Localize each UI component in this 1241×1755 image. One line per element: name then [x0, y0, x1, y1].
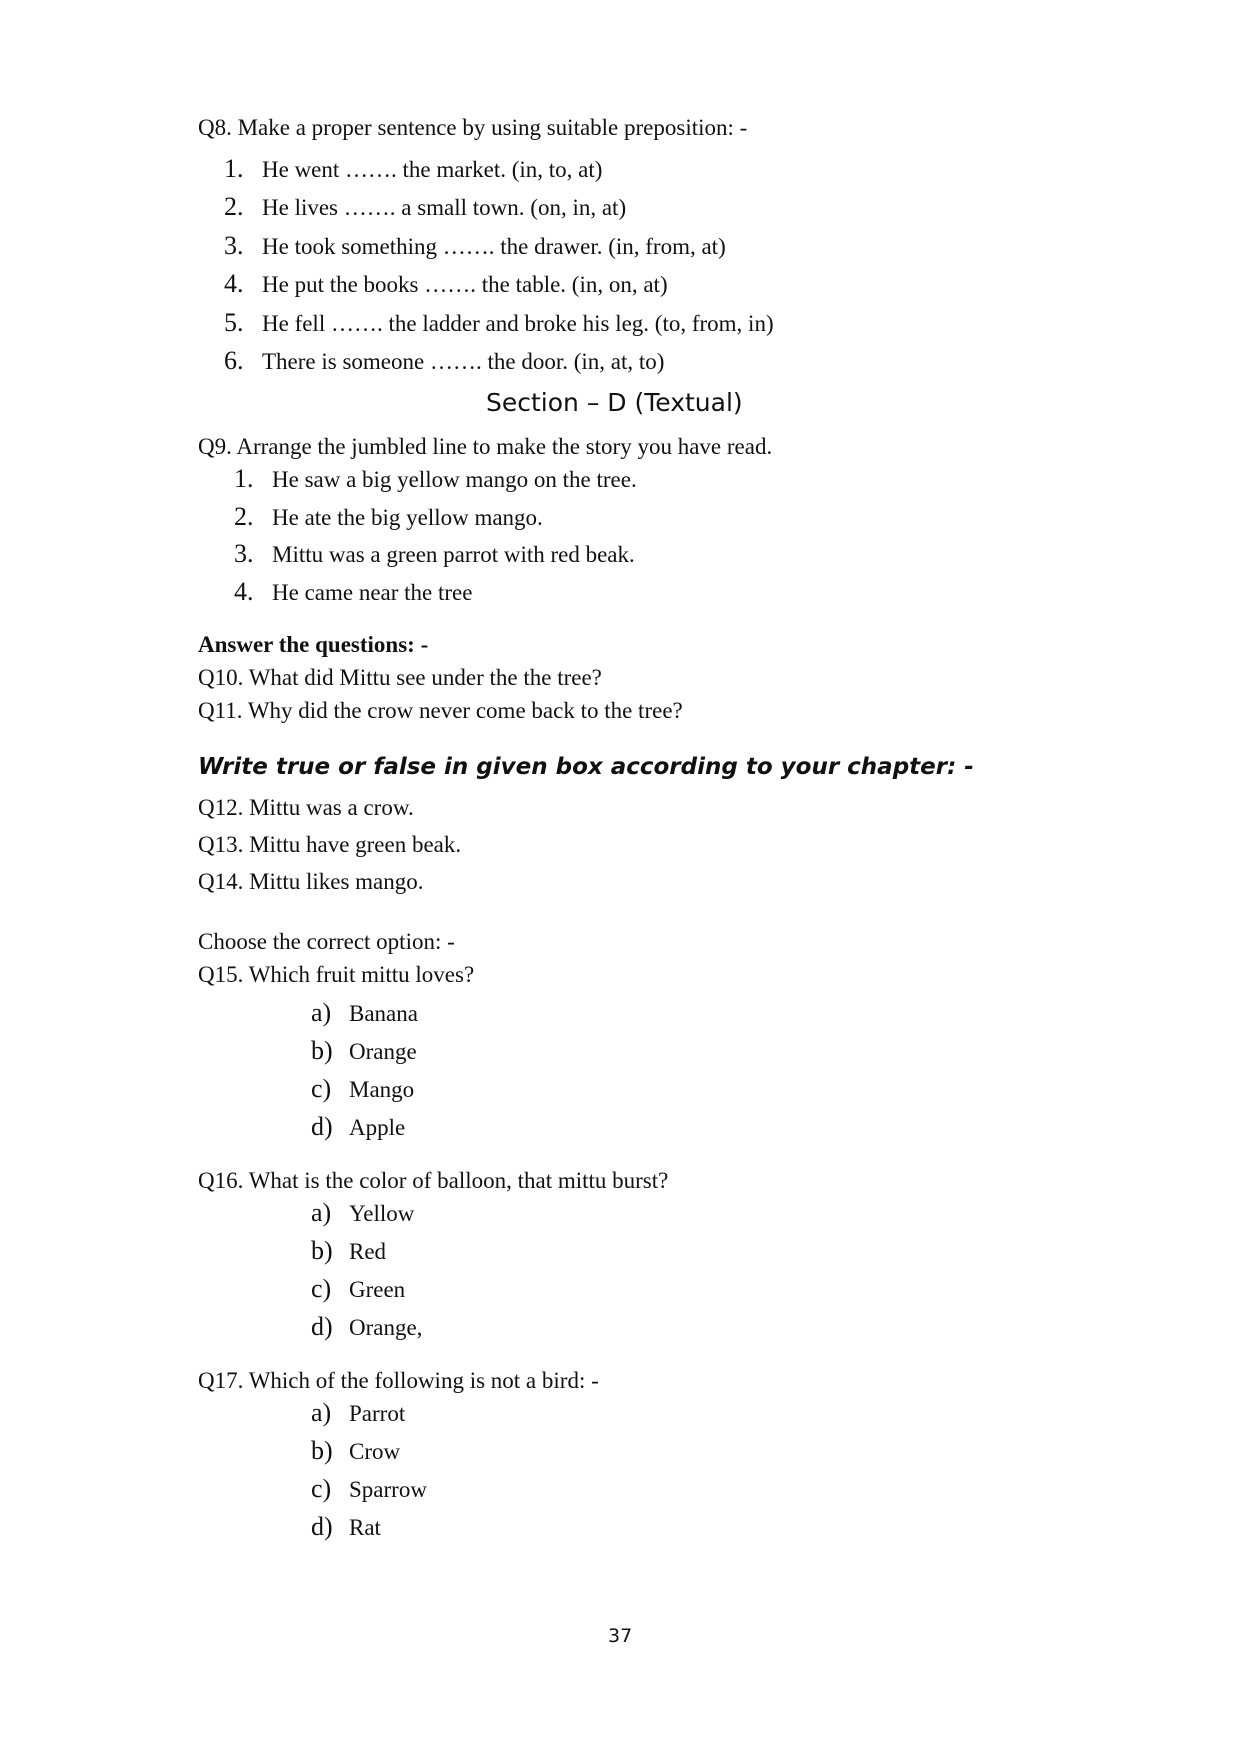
q9-item-3-number: 3. [234, 539, 254, 568]
q16-option-b-letter: b) [311, 1236, 333, 1265]
q8-item-1-text: He went ……. the market. (in, to, at) [262, 157, 603, 182]
q15-option-d-text: Apple [349, 1115, 406, 1140]
q16-option-c-letter: c) [311, 1274, 332, 1303]
q9-item-4-text: He came near the tree [272, 580, 473, 605]
q17-title: Q17. Which of the following is not a bird: - [198, 1368, 599, 1393]
q17-option-d-text: Rat [349, 1515, 381, 1540]
q11-text: Q11. Why did the crow never come back to the tree? [198, 698, 683, 723]
answer-questions-heading: Answer the questions: - [198, 632, 429, 657]
q8-item-3-text: He took something ……. the drawer. (in, from, at) [262, 234, 726, 259]
q16-option-c-text: Green [349, 1277, 406, 1302]
q9-item-2-text: He ate the big yellow mango. [272, 505, 543, 530]
q10-text: Q10. What did Mittu see under the the tree? [198, 665, 602, 690]
q17-option-d-letter: d) [311, 1512, 333, 1541]
q9-item-1-text: He saw a big yellow mango on the tree. [272, 467, 637, 492]
q9-item-1-number: 1. [234, 464, 254, 493]
q8-item-5-text: He fell ……. the ladder and broke his leg. (to, from, in) [262, 311, 774, 336]
q17-option-c-text: Sparrow [349, 1477, 427, 1502]
q15-option-b-text: Orange [349, 1039, 417, 1064]
q8-item-5-number: 5. [224, 308, 244, 337]
q15-option-b-letter: b) [311, 1036, 333, 1065]
q8-item-2-text: He lives ……. a small town. (on, in, at) [262, 195, 627, 220]
q12-text: Q12. Mittu was a crow. [198, 795, 414, 820]
q17-option-a-letter: a) [311, 1398, 332, 1427]
choose-option-heading: Choose the correct option: - [198, 929, 455, 954]
q16-option-d-letter: d) [311, 1312, 333, 1341]
q17-option-b-text: Crow [349, 1439, 401, 1464]
q17-option-b-letter: b) [311, 1436, 333, 1465]
q8-item-1-number: 1. [224, 154, 244, 183]
q16-option-a-text: Yellow [349, 1201, 415, 1226]
q8-title: Q8. Make a proper sentence by using suitable preposition: - [198, 115, 748, 140]
page-number: 37 [608, 1625, 633, 1647]
q16-option-a-letter: a) [311, 1198, 332, 1227]
q15-option-a-text: Banana [349, 1001, 418, 1026]
q8-item-4-number: 4. [224, 269, 244, 298]
q9-item-2-number: 2. [234, 502, 254, 531]
section-d-heading: Section – D (Textual) [486, 388, 743, 417]
q8-item-2-number: 2. [224, 192, 244, 221]
q15-option-c-text: Mango [349, 1077, 415, 1102]
q8-item-4-text: He put the books ……. the table. (in, on, at) [262, 272, 668, 297]
q13-text: Q13. Mittu have green beak. [198, 832, 462, 857]
q16-option-b-text: Red [349, 1239, 387, 1264]
q15-option-a-letter: a) [311, 998, 332, 1027]
q17-option-a-text: Parrot [349, 1401, 406, 1426]
q15-option-c-letter: c) [311, 1074, 332, 1103]
q8-item-6-text: There is someone ……. the door. (in, at, to) [262, 349, 665, 374]
q14-text: Q14. Mittu likes mango. [198, 869, 424, 894]
q15-option-d-letter: d) [311, 1112, 333, 1141]
q15-title: Q15. Which fruit mittu loves? [198, 962, 475, 987]
true-false-heading: Write true or false in given box according to your chapter: - [198, 754, 974, 780]
q9-item-3-text: Mittu was a green parrot with red beak. [272, 542, 635, 567]
q9-title: Q9. Arrange the jumbled line to make the story you have read. [198, 434, 773, 459]
q8-item-6-number: 6. [224, 346, 244, 375]
q9-item-4-number: 4. [234, 577, 254, 606]
q8-item-3-number: 3. [224, 231, 244, 260]
q16-title: Q16. What is the color of balloon, that mittu burst? [198, 1168, 669, 1193]
q17-option-c-letter: c) [311, 1474, 332, 1503]
q16-option-d-text: Orange, [349, 1315, 423, 1340]
